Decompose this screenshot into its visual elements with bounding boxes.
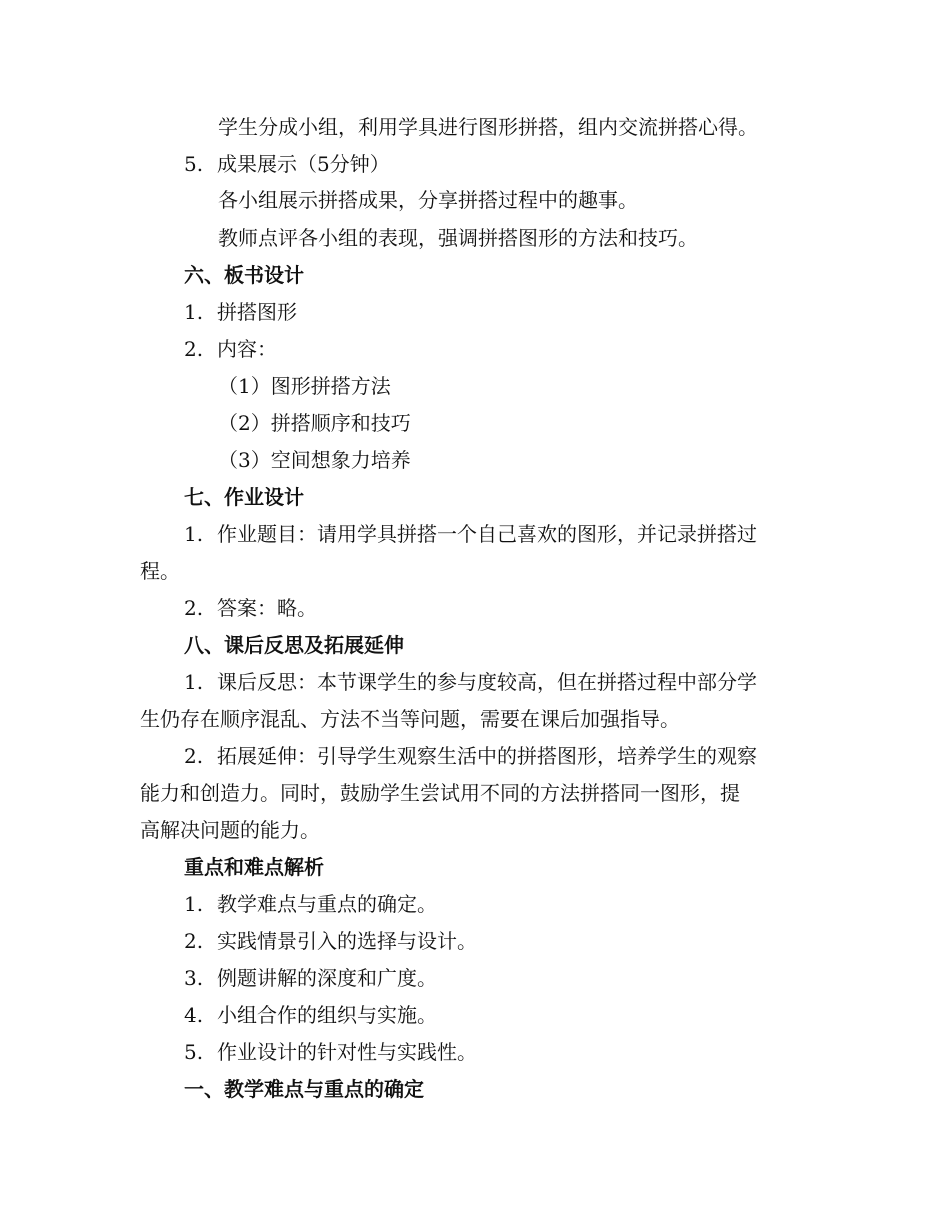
line-text: （2）拼搭顺序和技巧 [218,411,411,435]
list-number: 1. [184,892,204,916]
sub-list-item [218,373,391,399]
line-text: 小组合作的组织与实施。 [217,1003,437,1027]
list-item [184,299,297,325]
list-item [184,891,437,917]
line-text: 作业题目：请用学具拼搭一个自己喜欢的图形，并记录拼搭过 [217,522,757,546]
list-number: 4. [184,1003,204,1027]
list-item [184,965,437,991]
line-text: 能力和创造力。同时，鼓励学生尝试用不同的方法拼搭同一图形，提 [140,781,740,805]
heading-text: 重点和难点解析 [184,855,324,879]
list-number: 5. [184,1040,204,1064]
line-text: （1）图形拼搭方法 [218,374,391,398]
section-heading [184,1076,424,1102]
line-text: 答案：略。 [217,596,317,620]
paragraph-line [218,225,698,251]
list-number: 2. [184,744,204,768]
line-text: 内容： [217,337,277,361]
line-text: 拓展延伸：引导学生观察生活中的拼搭图形，培养学生的观察 [217,744,757,768]
section-heading [184,632,404,658]
list-item [184,928,477,954]
line-text: 例题讲解的深度和广度。 [217,966,437,990]
list-number: 1. [184,522,204,546]
line-text: （3）空间想象力培养 [218,448,411,472]
paragraph-line [218,187,638,213]
sub-list-item [218,410,411,436]
line-text: 程。 [140,559,180,583]
section-heading [184,484,304,510]
line-text: 教师点评各小组的表现，强调拼搭图形的方法和技巧。 [218,226,698,250]
line-text: 高解决问题的能力。 [140,818,320,842]
list-item [184,743,757,769]
list-item [184,521,757,547]
list-item [184,336,277,362]
heading-text: 七、作业设计 [184,485,304,509]
list-number: 2. [184,596,204,620]
line-text: 作业设计的针对性与实践性。 [217,1040,477,1064]
list-number: 2. [184,929,204,953]
paragraph-line [140,817,320,843]
list-number: 5. [184,152,204,176]
line-text: 各小组展示拼搭成果，分享拼搭过程中的趣事。 [218,188,638,212]
line-text: 成果展示（5分钟） [217,152,390,176]
paragraph-line [140,558,180,584]
line-text: 课后反思：本节课学生的参与度较高，但在拼搭过程中部分学 [217,670,757,694]
heading-text: 六、板书设计 [184,263,304,287]
section-heading [184,854,324,880]
heading-text: 一、教学难点与重点的确定 [184,1077,424,1101]
list-number: 1. [184,300,204,324]
list-number: 2. [184,337,204,361]
paragraph-line [140,706,680,732]
line-text: 教学难点与重点的确定。 [217,892,437,916]
list-number: 3. [184,966,204,990]
list-item [184,1039,477,1065]
section-heading [184,262,304,288]
list-item [184,151,390,177]
line-text: 学生分成小组，利用学具进行图形拼搭，组内交流拼搭心得。 [218,115,758,139]
line-text: 拼搭图形 [217,300,297,324]
paragraph-line [218,114,758,140]
line-text: 实践情景引入的选择与设计。 [217,929,477,953]
list-number: 1. [184,670,204,694]
list-item [184,1002,437,1028]
sub-list-item [218,447,411,473]
paragraph-line [140,780,740,806]
list-item [184,669,757,695]
heading-text: 八、课后反思及拓展延伸 [184,633,404,657]
list-item [184,595,317,621]
line-text: 生仍存在顺序混乱、方法不当等问题，需要在课后加强指导。 [140,707,680,731]
